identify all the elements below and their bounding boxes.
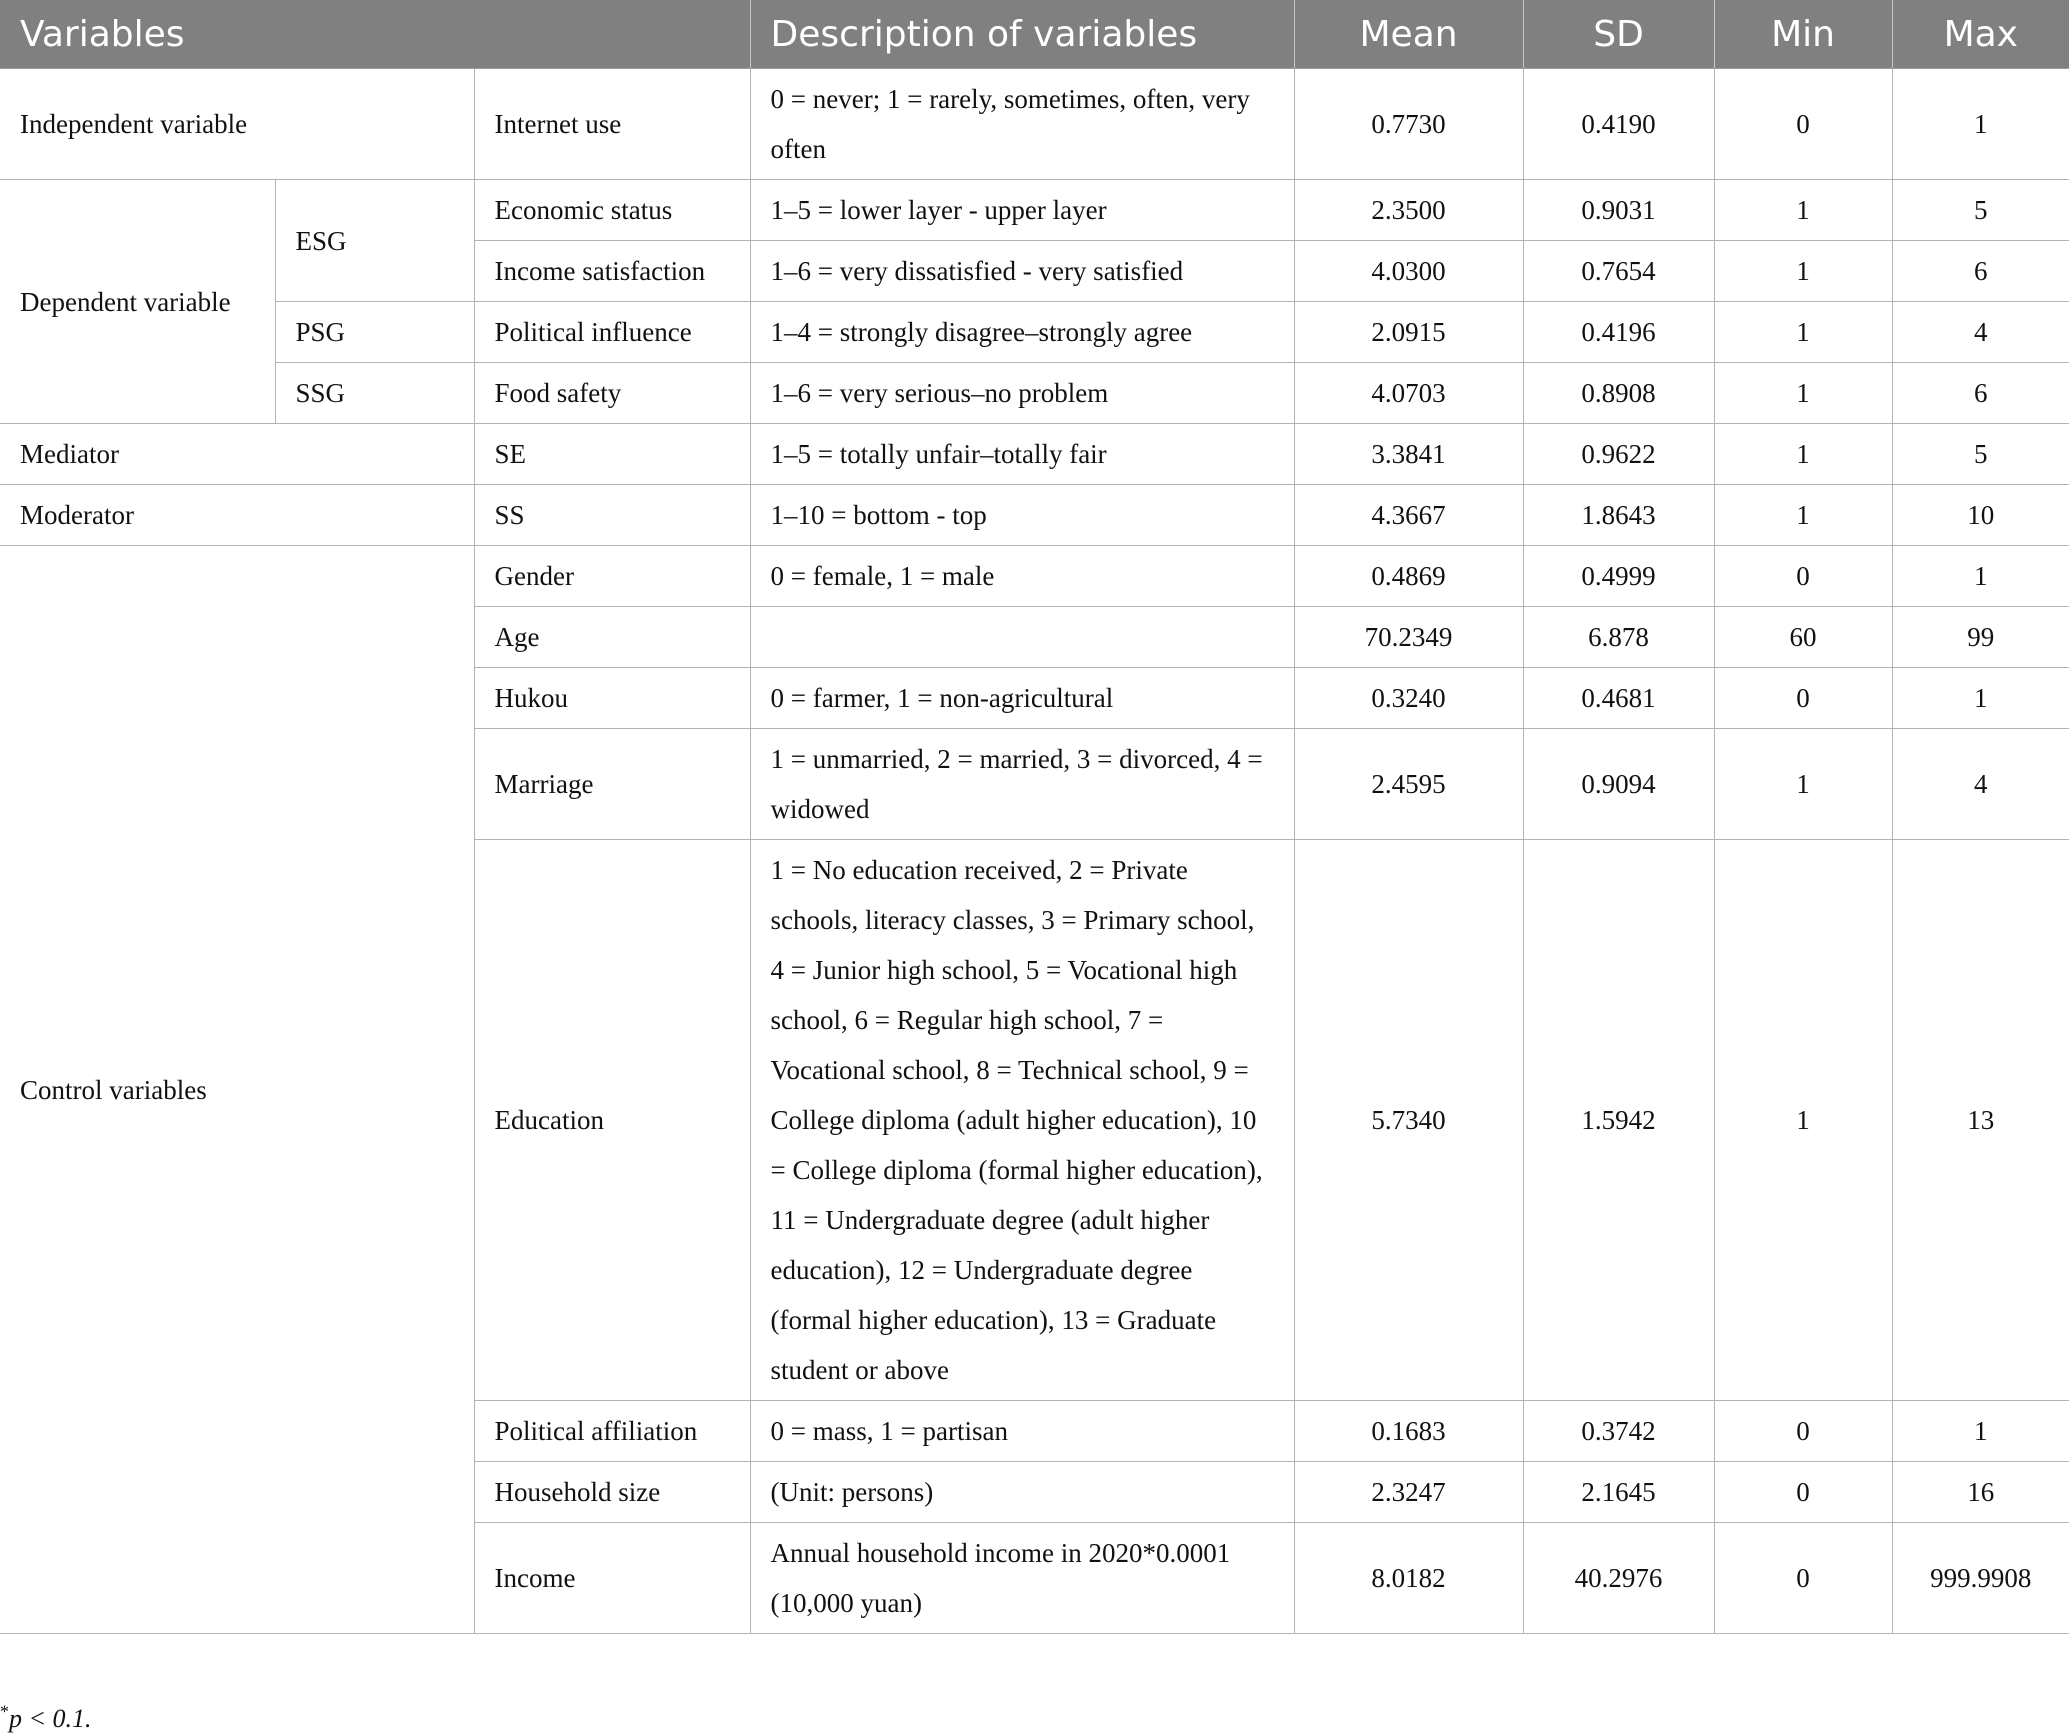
sd-value: 0.7654 — [1523, 241, 1714, 302]
max-value: 99 — [1892, 607, 2069, 668]
max-value: 6 — [1892, 241, 2069, 302]
min-value: 1 — [1714, 241, 1892, 302]
variable-description: (Unit: persons) — [750, 1462, 1294, 1523]
mean-value: 0.7730 — [1294, 69, 1523, 180]
sd-value: 2.1645 — [1523, 1462, 1714, 1523]
variable-name: Food safety — [474, 363, 750, 424]
min-value: 0 — [1714, 546, 1892, 607]
table-row — [0, 546, 2069, 607]
mean-value: 0.1683 — [1294, 1401, 1523, 1462]
sd-value: 40.2976 — [1523, 1523, 1714, 1634]
min-value: 1 — [1714, 729, 1892, 840]
header-max: Max — [1892, 0, 2069, 69]
header-variables: Variables — [0, 0, 750, 69]
variable-description — [750, 607, 1294, 668]
table-row — [0, 424, 2069, 485]
sd-value: 0.9031 — [1523, 180, 1714, 241]
sd-value: 1.8643 — [1523, 485, 1714, 546]
sd-value: 0.9622 — [1523, 424, 1714, 485]
sd-value: 0.4190 — [1523, 69, 1714, 180]
mean-value: 2.0915 — [1294, 302, 1523, 363]
variable-description: 0 = mass, 1 = partisan — [750, 1401, 1294, 1462]
header-min: Min — [1714, 0, 1892, 69]
variable-description: 1–4 = strongly disagree–strongly agree — [750, 302, 1294, 363]
max-value: 6 — [1892, 363, 2069, 424]
max-value: 1 — [1892, 69, 2069, 180]
variable-name: Economic status — [474, 180, 750, 241]
variable-description: 1–5 = totally unfair–totally fair — [750, 424, 1294, 485]
sd-value: 0.4196 — [1523, 302, 1714, 363]
variable-name: Political affiliation — [474, 1401, 750, 1462]
header-row — [0, 0, 2069, 69]
variable-name: SS — [474, 485, 750, 546]
variable-name: Income — [474, 1523, 750, 1634]
max-value: 5 — [1892, 180, 2069, 241]
variable-name: Household size — [474, 1462, 750, 1523]
subgroup-esg: ESG — [275, 180, 474, 302]
table-row — [0, 302, 2069, 363]
min-value: 0 — [1714, 1523, 1892, 1634]
variable-name: Political influence — [474, 302, 750, 363]
max-value: 999.9908 — [1892, 1523, 2069, 1634]
variable-description: 0 = farmer, 1 = non-agricultural — [750, 668, 1294, 729]
header-sd: SD — [1523, 0, 1714, 69]
min-value: 0 — [1714, 69, 1892, 180]
max-value: 1 — [1892, 546, 2069, 607]
table-row — [0, 69, 2069, 180]
mean-value: 0.3240 — [1294, 668, 1523, 729]
variable-name: Marriage — [474, 729, 750, 840]
max-value: 1 — [1892, 1401, 2069, 1462]
subgroup-ssg: SSG — [275, 363, 474, 424]
max-value: 1 — [1892, 668, 2069, 729]
min-value: 1 — [1714, 840, 1892, 1401]
sd-value: 0.4681 — [1523, 668, 1714, 729]
footnote-text: p < 0.1. — [9, 1704, 92, 1733]
sd-value: 1.5942 — [1523, 840, 1714, 1401]
sd-value: 0.3742 — [1523, 1401, 1714, 1462]
variable-name: Internet use — [474, 69, 750, 180]
table-row — [0, 180, 2069, 241]
max-value: 4 — [1892, 729, 2069, 840]
mean-value: 4.3667 — [1294, 485, 1523, 546]
min-value: 0 — [1714, 668, 1892, 729]
sd-value: 0.9094 — [1523, 729, 1714, 840]
mean-value: 0.4869 — [1294, 546, 1523, 607]
group-moderator: Moderator — [0, 485, 474, 546]
min-value: 1 — [1714, 180, 1892, 241]
variable-name: Education — [474, 840, 750, 1401]
mean-value: 3.3841 — [1294, 424, 1523, 485]
variable-name: Age — [474, 607, 750, 668]
header-mean: Mean — [1294, 0, 1523, 69]
mean-value: 4.0703 — [1294, 363, 1523, 424]
variable-description: 1 = unmarried, 2 = married, 3 = divorced, 4 = widowed — [750, 729, 1294, 840]
max-value: 13 — [1892, 840, 2069, 1401]
max-value: 4 — [1892, 302, 2069, 363]
max-value: 5 — [1892, 424, 2069, 485]
variable-name: Hukou — [474, 668, 750, 729]
variable-description: 0 = never; 1 = rarely, sometimes, often, very often — [750, 69, 1294, 180]
mean-value: 2.4595 — [1294, 729, 1523, 840]
max-value: 10 — [1892, 485, 2069, 546]
mean-value: 4.0300 — [1294, 241, 1523, 302]
min-value: 0 — [1714, 1462, 1892, 1523]
variable-description: 1–5 = lower layer - upper layer — [750, 180, 1294, 241]
sd-value: 0.8908 — [1523, 363, 1714, 424]
variable-name: Income satisfaction — [474, 241, 750, 302]
max-value: 16 — [1892, 1462, 2069, 1523]
group-independent-variable: Independent variable — [0, 69, 474, 180]
sd-value: 6.878 — [1523, 607, 1714, 668]
min-value: 1 — [1714, 302, 1892, 363]
header-description: Description of variables — [750, 0, 1294, 69]
min-value: 1 — [1714, 363, 1892, 424]
group-mediator: Mediator — [0, 424, 474, 485]
mean-value: 70.2349 — [1294, 607, 1523, 668]
mean-value: 8.0182 — [1294, 1523, 1523, 1634]
sd-value: 0.4999 — [1523, 546, 1714, 607]
variable-description: Annual household income in 2020*0.0001 (10,000 yuan) — [750, 1523, 1294, 1634]
mean-value: 2.3500 — [1294, 180, 1523, 241]
min-value: 1 — [1714, 424, 1892, 485]
table-row — [0, 485, 2069, 546]
footnote-marker: * — [0, 1701, 9, 1722]
table-footnote — [0, 1701, 92, 1734]
mean-value: 2.3247 — [1294, 1462, 1523, 1523]
variable-description: 0 = female, 1 = male — [750, 546, 1294, 607]
variable-name: SE — [474, 424, 750, 485]
variable-description: 1–6 = very dissatisfied - very satisfied — [750, 241, 1294, 302]
min-value: 0 — [1714, 1401, 1892, 1462]
variable-description: 1–6 = very serious–no problem — [750, 363, 1294, 424]
variable-description: 1–10 = bottom - top — [750, 485, 1294, 546]
variable-name: Gender — [474, 546, 750, 607]
subgroup-psg: PSG — [275, 302, 474, 363]
group-control-variables: Control variables — [0, 546, 474, 1634]
mean-value: 5.7340 — [1294, 840, 1523, 1401]
variable-description: 1 = No education received, 2 = Private schools, literacy classes, 3 = Primary school, 4 = Junior high school, 5 = Vocational high school, 6 = Regular high school, 7 = Vocational school, 8 = Technical school, 9 = College diploma (adult higher education), 10 = College diploma (formal higher education), 11 = Undergraduate degree (adult higher education), 12 = Undergraduate degree (formal higher education), 13 = Graduate student or above — [750, 840, 1294, 1401]
min-value: 1 — [1714, 485, 1892, 546]
group-dependent-variable: Dependent variable — [0, 180, 275, 424]
min-value: 60 — [1714, 607, 1892, 668]
table-row — [0, 363, 2069, 424]
